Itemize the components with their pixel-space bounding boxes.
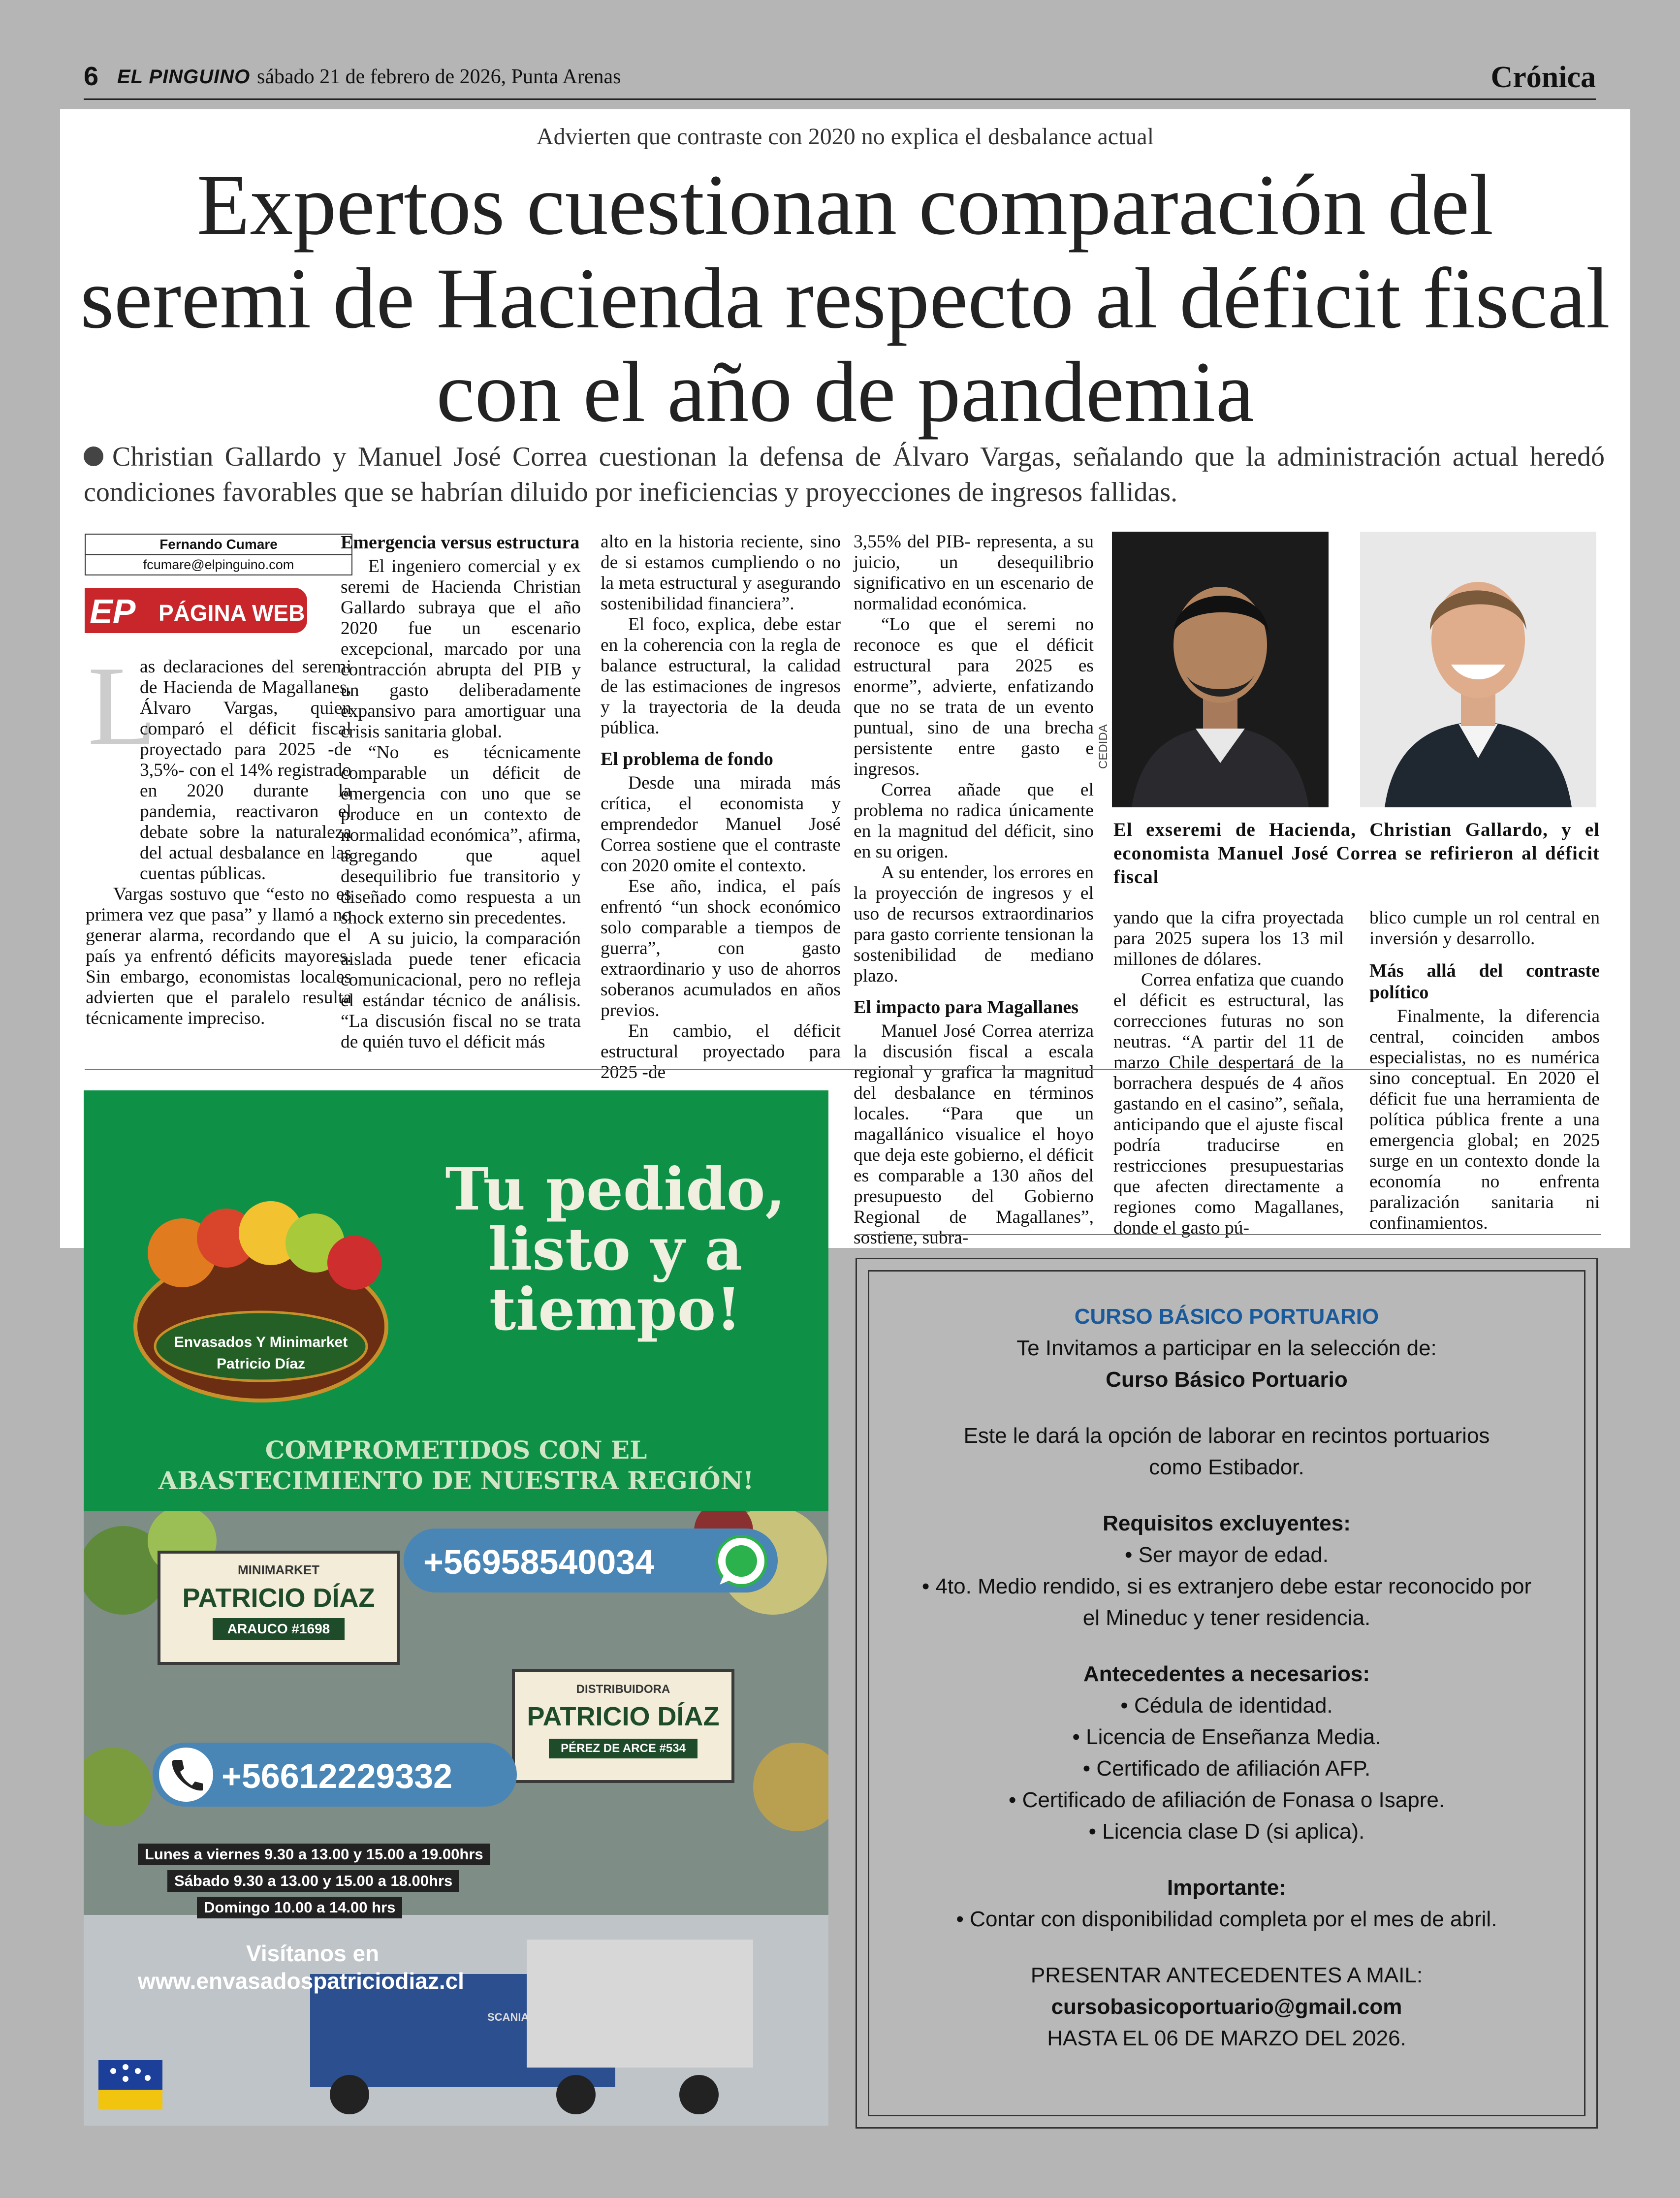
phone-number: +56612229332 [222,1757,453,1795]
article-kicker: Advierten que contraste con 2020 no explica el desbalance actual [536,124,1154,150]
website-block [138,1940,610,1995]
minimarket-sign [158,1551,400,1665]
column-5 [1113,908,1344,1239]
column-3 [601,532,841,1083]
column-2 [341,532,581,1052]
slogan [438,1155,792,1343]
course-name: Curso Básico Portuario [1106,1368,1348,1392]
distributor-address: PÉREZ DE ARCE #534 [549,1739,697,1758]
photo-caption: El exseremi de Hacienda, Christian Gallardo, y el economista Manuel José Correa se refirieron al déficit fiscal [1113,819,1600,888]
fruit-basket-logo-icon [128,1199,394,1410]
requirement-item: • Ser mayor de edad. [1124,1543,1329,1567]
contact-email[interactable]: cursobasicoportuario@gmail.com [1051,1995,1402,2019]
requirement-item: • 4to. Medio rendido, si es extranjero debe estar reconocido por el Mineduc y tener residencia. [921,1574,1532,1630]
document-item: • Certificado de afiliación de Fonasa o Isapre. [1008,1788,1445,1812]
slogan-line: tiempo! [489,1275,742,1343]
visit-label: Visítanos en [246,1941,380,1966]
subheading: Emergencia versus estructura [341,532,580,553]
paragraph: blico cumple un rol central en inversión y desarrollo. [1369,908,1600,949]
paragraph: A su juicio, la comparación aislada puede tener eficacia comunicacional, pero no refleja el estándar técnico de análisis. “La discusión fiscal no se trata de quién tuvo el déficit más [341,928,581,1052]
magallanes-flag-icon [98,2060,162,2109]
minimarket-label: MINIMARKET [237,1562,320,1577]
photo-credit: CEDIDA [1097,724,1110,769]
newspaper-brand: EL PINGUINO [117,66,251,88]
portrait-icon [1112,532,1329,807]
course-title: CURSO BÁSICO PORTUARIO [1074,1305,1379,1329]
website-link[interactable]: www.envasadospatriciodiaz.cl [138,1968,464,1994]
advertisement-minimarket [84,1090,828,2126]
mail-label: PRESENTAR ANTECEDENTES A MAIL: [1030,1963,1423,1987]
portrait-icon [1360,532,1596,807]
truck-brand: SCANIA [487,2011,529,2023]
dateline: sábado 21 de febrero de 2026, Punta Arenas [257,65,621,88]
paragraph: Vargas sostuvo que “esto no es primera vez que pasa” y llamó a no generar alarma, recordando que el país ya enfrentó déficits mayores. Sin embargo, economistas locales advierten que el paralelo resulta técnicamente impreciso. [86,884,351,1028]
hours-saturday: Sábado 9.30 a 13.00 y 15.00 a 18.00hrs [167,1870,459,1892]
section-name: Crónica [1490,61,1596,94]
whatsapp-icon [714,1533,769,1589]
commitment-line: COMPROMETIDOS CON EL [265,1435,647,1465]
author-email: fcumare@elpinguino.com [143,557,294,572]
ep-logo: EP [90,592,136,631]
divider [85,1069,1596,1070]
article-subhead [84,439,1605,510]
document-item: • Cédula de identidad. [1120,1693,1333,1718]
article [60,109,1630,1248]
page-number: 6 [84,62,99,91]
paragraph: alto en la historia reciente, sino de si estamos cumpliendo o no la meta estructural y asegurando sostenibilidad financiera”. [601,532,841,614]
phone-pill [153,1743,517,1807]
document-item: • Licencia de Enseñanza Media. [1072,1725,1381,1749]
important-heading: Importante: [1167,1876,1286,1900]
column-1 [86,643,351,1029]
paragraph: Finalmente, la diferencia central, coinciden ambos especialistas, no es numérica sino conceptual. En 2020 el déficit fue una herramienta de política pública frente a una emergencia global; en 2025 surge en un contexto donde la economía no enfrenta paralización sanitaria ni confinamientos. [1369,1006,1600,1233]
paragraph: Ese año, indica, el país enfrentó “un shock económico solo comparable a tiempos de guerra”, con gasto extraordinario y uso de ahorros soberanos acumulados en años previos. [601,876,841,1020]
web-page-badge [85,588,307,633]
phone-icon [157,1745,216,1804]
paragraph: “Lo que el seremi no reconoce es que el déficit estructural para 2025 es enorme”, advierte, enfatizando que no se trata de un evento puntual, sino de una brecha persistente entre gasto e ingresos. [854,614,1094,779]
slogan-line: listo y a [488,1215,743,1283]
badge-label: PÁGINA WEB [158,600,305,626]
article-headline: Expertos cuestionan comparación del seremi de Hacienda respecto al déficit fiscal con el año de pandemia [80,157,1610,440]
logo-line-1: Envasados Y Minimarket [174,1334,348,1350]
deadline: HASTA EL 06 DE MARZO DEL 2026. [1047,2026,1406,2050]
slogan-line: Tu pedido, [445,1155,786,1223]
drop-cap: L [88,643,157,768]
paragraph: El foco, explica, debe estar en la coherencia con la regla de balance estructural, la calidad de las estimaciones de ingresos y la trayectoria de la deuda pública. [601,614,841,738]
hours-sunday: Domingo 10.00 a 14.00 hrs [197,1897,402,1918]
paragraph: Desde una mirada más crítica, el economista y emprendedor Manuel José Correa sostiene que el contraste con 2020 omite el contexto. [601,773,841,876]
minimarket-address: ARAUCO #1698 [213,1618,345,1640]
documents-heading: Antecedentes a necesarios: [1083,1662,1370,1686]
subheading: El problema de fondo [601,749,773,769]
invite-text: Te Invitamos a participar en la selección de: [1016,1336,1437,1360]
byline [85,534,352,575]
market-logo-text [153,1332,369,1375]
page-header [84,60,1596,100]
logo-line-2: Patricio Díaz [216,1356,306,1372]
commitment-text [84,1435,828,1496]
paragraph: as declaraciones del seremi de Hacienda de Magallanes, Álvaro Vargas, quien comparó el déficit fiscal proyectado para 2025 -de 3,5%- con el 14% registrado en 2020 durante la pandemia, reactivaron el debate sobre la naturaleza del actual desbalance en las cuentas públicas. [140,657,351,884]
paragraph: “No es técnicamente comparable un déficit de emergencia con uno que se produce en un contexto de normalidad económica”, afirma, agregando que aquel desequilibrio fue transitorio y diseñado como respuesta a un shock externo sin precedentes. [341,742,581,928]
paragraph: En cambio, el déficit estructural proyectado para 2025 -de [601,1021,841,1083]
distributor-label: DISTRIBUIDORA [576,1683,670,1696]
photo-christian-gallardo [1112,532,1329,807]
important-item: • Contar con disponibilidad completa por el mes de abril. [956,1907,1497,1931]
paragraph: yando que la cifra proyectada para 2025 supera los 13 mil millones de dólares. [1113,908,1344,969]
subheading: El impacto para Magallanes [854,997,1079,1018]
author-name: Fernando Cumare [86,535,351,555]
column-6 [1369,908,1600,1234]
distributor-sign [512,1669,734,1783]
document-item: • Certificado de afiliación AFP. [1082,1756,1371,1781]
paragraph: 3,55% del PIB- representa, a su juicio, un desequilibrio significativo en un escenario de normalidad económica. [854,532,1094,614]
advertisement-port-course [856,1258,1598,2129]
opening-hours [138,1844,610,1918]
subhead-text: Christian Gallardo y Manuel José Correa cuestionan la defensa de Álvaro Vargas, señalando que la administración actual heredó condiciones favorables que se habrían diluido por ineficiencias y proyecciones de ingresos fallidas. [84,442,1605,508]
document-item: • Licencia clase D (si aplica). [1088,1819,1365,1844]
whatsapp-number: +56958540034 [423,1543,655,1581]
distributor-name: PATRICIO DÍAZ [527,1702,720,1731]
paragraph: Correa añade que el problema no radica únicamente en la magnitud del déficit, sino en su origen. [854,780,1094,862]
whatsapp-pill [404,1529,778,1593]
hours-weekday: Lunes a viernes 9.30 a 13.00 y 15.00 a 19.00hrs [138,1844,490,1865]
ad-inner-border [868,1270,1585,2116]
paragraph: A su entender, los errores en la proyección de ingresos y el uso de recursos extraordinarios para gasto corriente tensionan la sostenibilidad de mediano plazo. [854,862,1094,986]
paragraph: Manuel José Correa aterriza la discusión fiscal a escala regional y grafica la magnitud del desbalance en términos locales. “Para que un magallánico visualice el hoyo que deja este gobierno, el déficit es comparable a 130 años del presupuesto del Gobierno Regional de Magallanes”, sostiene, subra- [854,1021,1094,1248]
paragraph: Correa enfatiza que cuando el déficit es estructural, las correcciones futuras no son neutras. “A partir del 11 de marzo Chile despertará de la borrachera después de 4 años gastando en el casino”, señala, anticipando que el ajuste fiscal podría traducirse en restricciones presupuestarias que afecten directamente a regiones como Magallanes, donde el gasto pú- [1113,970,1344,1238]
paragraph: El ingeniero comercial y ex seremi de Hacienda Christian Gallardo subraya que el año 2020 fue un escenario excepcional, marcado por una contracción abrupta del PIB y un gasto deliberadamente expansivo para amortiguar una crisis sanitaria global. [341,556,581,742]
minimarket-name: PATRICIO DÍAZ [182,1583,375,1613]
requirements-heading: Requisitos excluyentes: [1103,1511,1351,1535]
bullet-icon [84,446,103,466]
commitment-line: ABASTECIMIENTO DE NUESTRA REGIÓN! [158,1466,754,1495]
ad-port-text [869,1301,1584,2054]
photo-manuel-jose-correa [1360,532,1596,807]
benefit-text: Este le dará la opción de laborar en recintos portuarios como Estibador. [963,1424,1490,1479]
column-4 [854,532,1094,1248]
divider [856,1234,1601,1235]
subheading: Más allá del contraste político [1369,960,1600,1003]
